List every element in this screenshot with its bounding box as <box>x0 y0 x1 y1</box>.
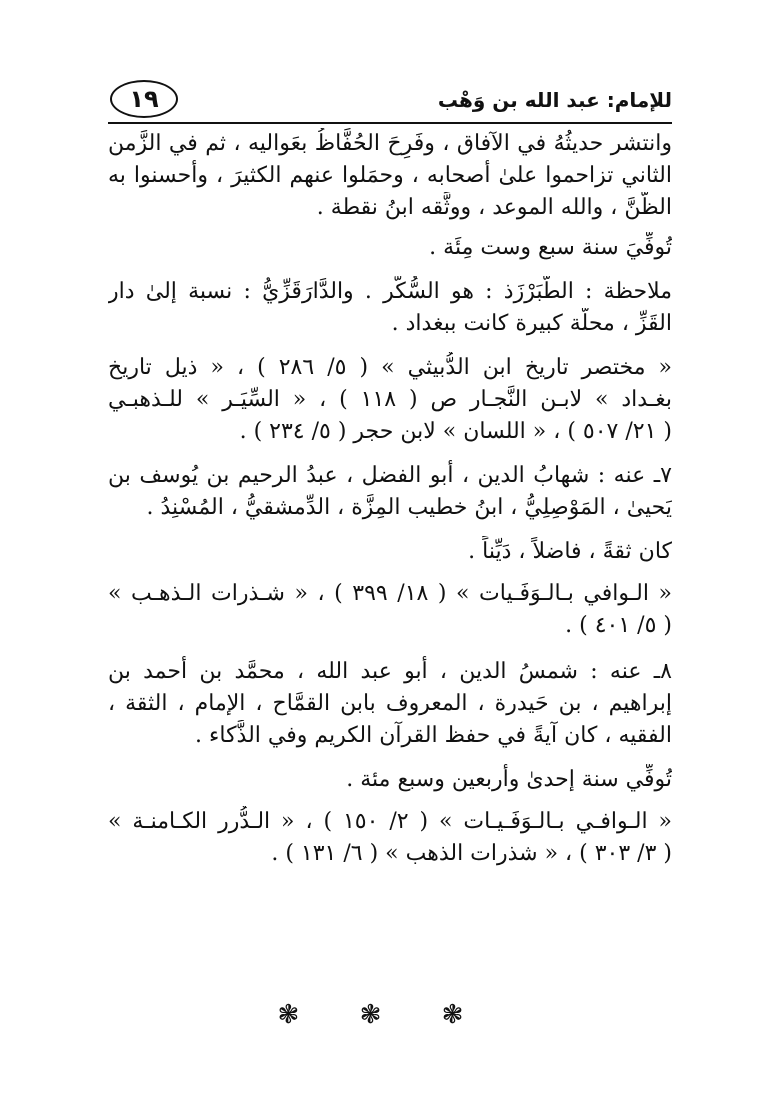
text-line: الثاني تزاحموا علىٰ أصحابه ، وحمَلوا عنهم الكثيرَ ، وأحسنوا به <box>108 163 672 188</box>
text-line: تُوفِّيَ سنة سبع وست مِئَة . <box>429 235 672 260</box>
paragraph <box>108 232 672 264</box>
text-line: ( ٥/ ٤٠١ ) . <box>565 613 672 638</box>
paragraph <box>108 536 672 568</box>
paragraph <box>108 276 672 340</box>
text-line: ٨ـ عنه : شمسُ الدين ، أبو عبد الله ، محمَّد بن أحمد بن <box>108 659 672 684</box>
text-line: الظَّنَّ ، والله الموعد ، ووثَّقه ابنُ نقطة . <box>316 195 672 220</box>
paragraph <box>108 578 672 642</box>
text-line: الفقيه ، كان آيةً في حفظ القرآن الكريم وفي الذَّكاء . <box>195 723 672 748</box>
text-line: ( ٢١/ ٥٠٧ ) ، « اللسان » لابن حجر ( ٥/ ٢٣٤ ) . <box>239 419 672 444</box>
paragraph <box>108 352 672 448</box>
text-line: بغـداد » لابـن النَّجـار ص ( ١١٨ ) ، « السِّيَـر » للـذهبـي <box>108 387 672 412</box>
paragraph <box>108 128 672 224</box>
text-line: ملاحظة : الطَّبَرْزَذ : هو السُّكَّر . والدَّارَقَزِّيُّ : نسبة إلىٰ دار <box>108 279 672 304</box>
text-line: يَحيىٰ ، المَوْصِلِيُّ ، ابنُ خطيب المِزَّة ، الدِّمشقيُّ ، المُسْنِدُ . <box>146 495 672 520</box>
paragraph <box>108 764 672 796</box>
paragraph <box>108 656 672 752</box>
paragraph <box>108 806 672 870</box>
page-body <box>108 128 672 878</box>
text-line: « مختصر تاريخ ابن الدُّبيثي » ( ٥/ ٢٨٦ ) ، « ذيل تاريخ <box>108 355 672 380</box>
running-title: للإمام: عبد الله بن وَهْب <box>437 88 672 112</box>
header-rule <box>108 122 672 124</box>
text-line: القَزِّ ، محلَّة كبيرة كانت ببغداد . <box>391 311 672 336</box>
text-line: ( ٣/ ٣٠٣ ) ، « شذرات الذهب » ( ٦/ ١٣١ ) . <box>271 841 672 866</box>
text-line: ٧ـ عنه : شهابُ الدين ، أبو الفضل ، عبدُ الرحيم بن يُوسف بن <box>108 463 672 488</box>
paragraph <box>108 460 672 524</box>
text-line: إبراهيم ، بن حَيدرة ، المعروف بابن القمَّاح ، الإمام ، الثقة ، <box>108 691 672 716</box>
text-line: تُوفِّي سنة إحدىٰ وأربعين وسبع مئة . <box>346 767 672 792</box>
text-line: وانتشر حديثُهُ في الآفاق ، وفَرِحَ الحُفَّاظُ بعَواليه ، ثم في الزَّمن <box>108 131 672 156</box>
section-separator: ❃ ❃ ❃ <box>277 1000 490 1030</box>
page-number: ١٩ <box>110 80 178 118</box>
page-header <box>108 78 672 124</box>
text-line: « الـوافـي بـالـوَفَـيـات » ( ٢/ ١٥٠ ) ، « الـدُّرر الكـامنـة » <box>108 809 672 834</box>
text-line: كان ثقةً ، فاضلاً ، دَيِّناً . <box>468 539 672 564</box>
text-line: « الـوافي بـالـوَفَـيات » ( ١٨/ ٣٩٩ ) ، « شـذرات الـذهـب » <box>108 581 672 606</box>
